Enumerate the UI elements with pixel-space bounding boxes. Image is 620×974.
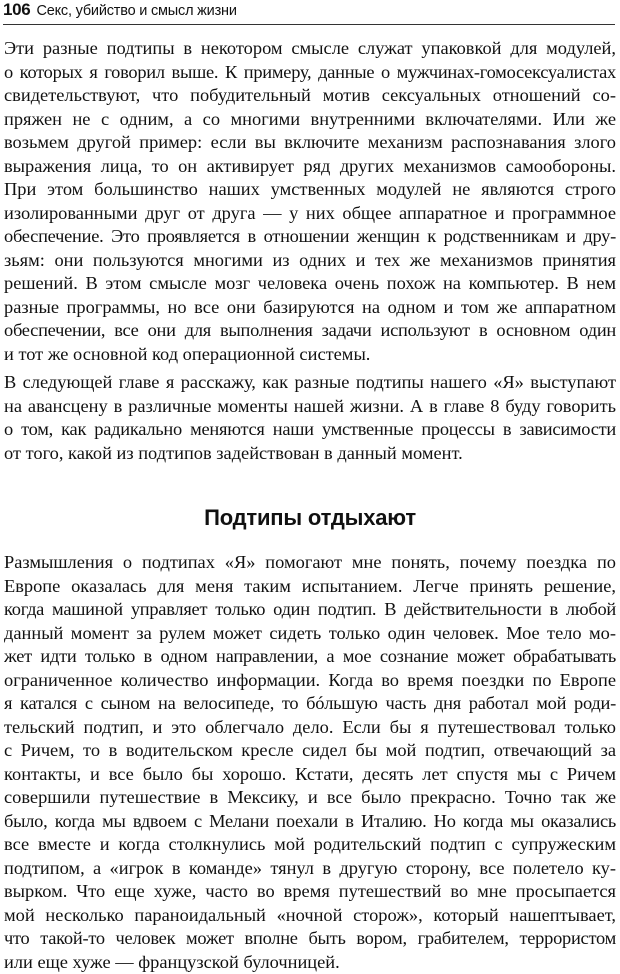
running-title: Секс, убийство и смысл жизни bbox=[36, 3, 236, 19]
text-line: от того, какой из подтипов задействован в данный момент. bbox=[4, 442, 616, 466]
paragraph-modules bbox=[4, 37, 616, 366]
text-line: все вместе и когда столкнулись мой родительский подтип с супружеским bbox=[4, 833, 616, 857]
text-line: о которых я говорил выше. К примеру, данные о мужчинах-гомосексуалистах bbox=[4, 61, 616, 85]
text-line: что такой-то человек может вполне быть вором, грабителем, террористом bbox=[4, 927, 616, 951]
text-line: вырком. Что еще хуже, часто во время путешествий во мне просыпается bbox=[4, 880, 616, 904]
text-line: решений. В этом смысле мозг человека очень похож на компьютер. В нем bbox=[4, 272, 616, 296]
text-line: подтипом, а «игрок в команде» тянул в другую сторону, все полетело ку- bbox=[4, 857, 616, 881]
text-line: Эти разные подтипы в некотором смысле служат упаковкой для модулей, bbox=[4, 37, 616, 61]
text-line: изолированными друг от друга — у них общее аппаратное и программное bbox=[4, 202, 616, 226]
running-header bbox=[3, 0, 615, 25]
text-line: свидетельствуют, что побудительный мотив сексуальных отношений со- bbox=[4, 84, 616, 108]
page-number: 106 bbox=[3, 0, 30, 20]
paragraph-next-chapter bbox=[4, 371, 616, 465]
text-line: При этом большинство наших умственных модулей не являются строго bbox=[4, 178, 616, 202]
text-line: В следующей главе я расскажу, как разные подтипы нашего «Я» выступают bbox=[4, 371, 616, 395]
text-line: возьмем другой пример: если вы включите механизм распознавания злого bbox=[4, 131, 616, 155]
text-line: о том, как радикально меняются наши умственные процессы в зависимости bbox=[4, 418, 616, 442]
text-line: с Ричем, то в водительском кресле сидел бы мой подтип, отвечающий за bbox=[4, 739, 616, 763]
text-line: разные программы, но все они базируются на одном и том же аппаратном bbox=[4, 296, 616, 320]
text-line: было, когда мы вдвоем с Мелани поехали в Италию. Но когда мы оказались bbox=[4, 810, 616, 834]
text-line: Европе оказалась для меня таким испытанием. Легче принять решение, bbox=[4, 575, 616, 599]
text-line: данный момент за рулем может сидеть только один человек. Мое тело мо- bbox=[4, 622, 616, 646]
text-line: контакты, и все было бы хорошо. Кстати, десять лет спустя мы с Ричем bbox=[4, 763, 616, 787]
text-line: выражения лица, то он активирует ряд других механизмов самообороны. bbox=[4, 155, 616, 179]
text-line: на авансцену в различные моменты нашей жизни. А в главе 8 буду говорить bbox=[4, 395, 616, 419]
text-line: когда машиной управляет только один подтип. В действительности в любой bbox=[4, 598, 616, 622]
text-line: жет идти только в одном направлении, а мое сознание может обрабатывать bbox=[4, 645, 616, 669]
section-heading: Подтипы отдыхают bbox=[0, 503, 620, 533]
text-line: я катался с сыном на велосипеде, то бóльшую часть дня работал мой роди- bbox=[4, 692, 616, 716]
text-line: зьям: они пользуются многими из одних и тех же механизмов принятия bbox=[4, 249, 616, 273]
text-line: мой несколько параноидальный «ночной сторож», который нашептывает, bbox=[4, 904, 616, 928]
text-line: и тот же основной код операционной системы. bbox=[4, 343, 616, 367]
text-line: совершили путешествие в Мексику, и все было прекрасно. Точно так же bbox=[4, 786, 616, 810]
text-line: пряжен не с одним, а со многими внутренними включателями. Или же bbox=[4, 108, 616, 132]
paragraph-subtypes-rest bbox=[4, 551, 616, 974]
text-line: обеспечение. Это проявляется в отношении женщин к родственникам и дру- bbox=[4, 225, 616, 249]
text-line: обеспечении, все они для выполнения задачи используют в основном один bbox=[4, 319, 616, 343]
text-line: тельский подтип, и это облегчало дело. Если бы я путешествовал только bbox=[4, 716, 616, 740]
text-line: ограниченное количество информации. Когда во время поездки по Европе bbox=[4, 669, 616, 693]
text-line: или еще хуже — французской булочницей. bbox=[4, 951, 616, 974]
text-line: Размышления о подтипах «Я» помогают мне понять, почему поездка по bbox=[4, 551, 616, 575]
